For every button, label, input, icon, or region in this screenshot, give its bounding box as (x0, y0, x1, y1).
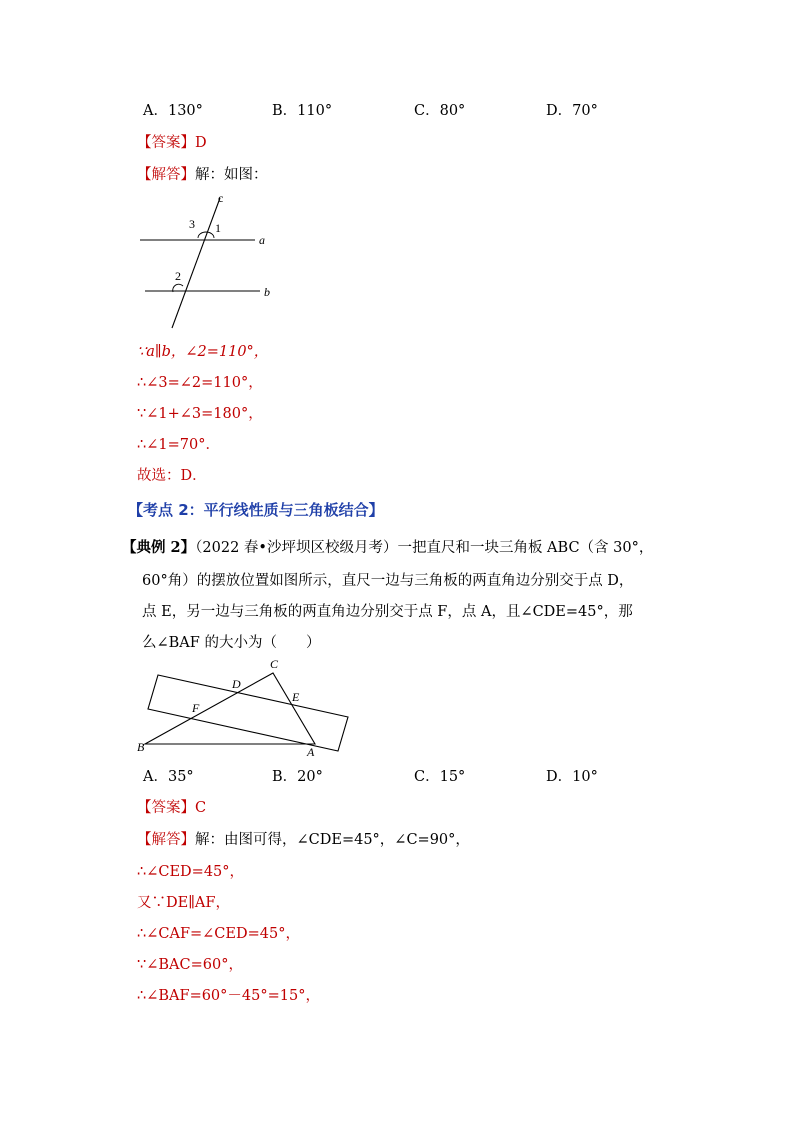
q2-line-3: 点 E，另一边与三角板的两直角边分别交于点 F，点 A，且∠CDE=45°，那 (142, 604, 633, 620)
q1-step-1: ∵a∥b，∠2=110°， (137, 344, 269, 360)
label-2: 2 (175, 269, 181, 283)
q2-answer-value: C (195, 800, 207, 816)
label-B: B (137, 740, 145, 754)
label-1: 1 (215, 221, 221, 235)
label-a: a (259, 233, 265, 247)
q2-step-5: ∴∠BAF=60°－45°=15°， (137, 988, 320, 1004)
q1-solution-intro: 解：如图： (195, 167, 268, 183)
q2-label: 【典例 2】 (122, 539, 196, 556)
label-D: D (232, 677, 241, 691)
q1-answer-value: D (195, 135, 207, 151)
q2-answer-label: 【答案】 (137, 800, 195, 816)
label-E: E (292, 690, 300, 704)
q2-option-d: D．10° (546, 769, 598, 785)
q1-step-2: ∴∠3=∠2=110°， (137, 375, 263, 391)
q2-ruler-triangle-figure (130, 655, 360, 760)
q2-line-1 (122, 538, 653, 558)
label-A: A (307, 745, 315, 759)
q1-answer-label: 【答案】 (137, 135, 195, 151)
label-b: b (264, 285, 270, 299)
q2-step-4: ∵∠BAC=60°， (137, 957, 243, 973)
q2-step-1: ∴∠CED=45°， (137, 864, 245, 880)
q2-line-2: 60°角）的摆放位置如图所示，直尺一边与三角板的两直角边分别交于点 D， (142, 573, 634, 589)
label-c: c (218, 191, 224, 205)
triangle-abc (145, 673, 315, 744)
q2-option-a: A．35° (143, 769, 194, 785)
q2-step-2: 又∵DE∥AF， (137, 895, 230, 911)
q2-answer (137, 798, 206, 818)
q2-line-4: 么∠BAF 的大小为（ ） (142, 635, 321, 651)
line-c (172, 198, 220, 328)
label-C: C (270, 657, 279, 671)
q1-answer (137, 133, 207, 153)
label-3: 3 (189, 217, 195, 231)
label-F: F (192, 701, 200, 715)
q2-option-c: C．15° (414, 769, 466, 785)
q1-option-d: D．70° (546, 103, 598, 119)
q1-solution-heading (137, 165, 268, 185)
q2-solution-heading (137, 830, 470, 850)
q1-option-a: A．130° (143, 103, 203, 119)
q2-solution-label: 【解答】 (137, 832, 195, 848)
q1-conclusion: 故选：D． (137, 468, 207, 484)
q1-step-4: ∴∠1=70°． (137, 437, 220, 453)
q2-text-1: （2022 春•沙坪坝区校级月考）一把直尺和一块三角板 ABC（含 30°， (195, 540, 654, 556)
section-title: 【考点 2：平行线性质与三角板结合】 (128, 501, 384, 519)
q1-parallel-lines-figure (135, 190, 285, 330)
q2-solution-intro: 解：由图可得，∠CDE=45°，∠C=90°， (195, 832, 470, 848)
q1-step-3: ∵∠1+∠3=180°， (137, 406, 263, 422)
q2-step-3: ∴∠CAF=∠CED=45°， (137, 926, 300, 942)
q2-option-b: B．20° (272, 769, 323, 785)
q1-solution-label: 【解答】 (137, 167, 195, 183)
q1-option-c: C．80° (414, 103, 466, 119)
q1-option-b: B．110° (272, 103, 333, 119)
